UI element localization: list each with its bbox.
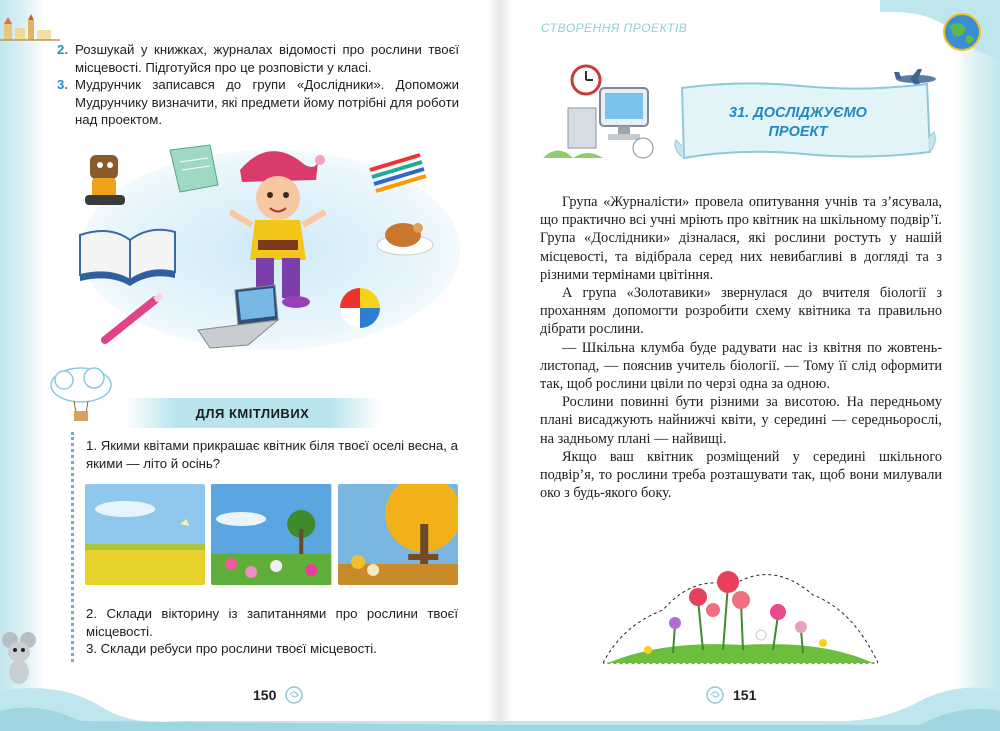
right-page (500, 0, 1000, 731)
autumn-photo (338, 484, 458, 585)
globe-icon (940, 10, 984, 54)
section-title: ДЛЯ КМІТЛИВИХ (195, 405, 310, 421)
project-tools-illustration (538, 58, 673, 168)
town-decoration-icon (0, 12, 60, 42)
toy-robot-icon (85, 155, 125, 205)
paragraph: — Шкільна клумба буде радувати нас із квітня по жовтень-листопад, — пояснив учитель біології. — Тому її слід оформити так, щоб рослини цвіли по черзі одна за одною. (540, 339, 942, 393)
spring-photo (85, 484, 205, 585)
lesson-title: 31. ДОСЛІДЖУЄМО ПРОЕКТ (729, 105, 867, 140)
right-page-border (956, 0, 1000, 731)
mouse-character-icon (0, 630, 40, 685)
task-item-2 (57, 41, 459, 76)
paragraph: А група «Золотавики» звернулася до вчителя біології з проханням допомогти розробити схему квітника та правильно дібрати рослини. (540, 285, 942, 338)
left-page-border (0, 0, 44, 731)
swirl-icon (704, 685, 726, 705)
book-gutter-shadow (500, 0, 514, 731)
dotted-rule (71, 432, 74, 662)
lesson-body (540, 193, 942, 502)
page-number: 150 (253, 687, 277, 703)
bottom-wave-decoration (0, 681, 500, 731)
task-item-3 (57, 76, 459, 129)
task-text: Розшукай у книжках, журналах відомості про рослини твоєї місцевості. Підготуйся про це розповісти у класі. (75, 42, 459, 75)
task-text: Мудрунчик записався до групи «Дослідники». Допоможи Мудрунчику визначити, які предмети йому потрібні для роботи над проектом. (75, 77, 459, 127)
task-number: 2. (57, 42, 68, 57)
hot-air-balloon-icon (46, 365, 116, 425)
task-number: 3. (57, 77, 68, 92)
paragraph: Рослини повинні бути різними за висотою. На передньому плані висаджують найнижчі квіти, у середині — середньорослі, на задньому плані — найвищі. (540, 394, 942, 447)
summer-photo (211, 484, 331, 585)
running-head: СТВОРЕННЯ ПРОЕКТІВ (541, 21, 688, 35)
task-list (57, 41, 459, 129)
page-number: 151 (733, 687, 757, 703)
swirl-icon (283, 685, 305, 705)
question-1: 1. Якими квітами прикрашає квітник біля твоєї оселі весна, а якими — літо й осінь? (86, 438, 458, 471)
paragraph: Якщо ваш квітник розміщений у середині шкільного подвір’я, то рослини треба розташувати так, щоб вони милували око з будь-якого боку. (540, 448, 942, 502)
beach-ball-icon (340, 288, 380, 328)
items-illustration (70, 140, 460, 360)
paragraph: Група «Журналісти» провела опитування учнів та з’ясувала, що практично всі учні мріють про квітник на шкільному подвір’ї. Група «Дослідники» дізналася, які рослини ростуть у нашій місцевості, та відібрала серед них невибагливі в догляді та з різними термінами цвітіння. (540, 194, 942, 283)
question-3: 3. Склади ребуси про рослини твоєї місцевості. (86, 641, 377, 656)
flowerbed-illustration (603, 555, 878, 670)
question-2: 2. Склади вікторину із запитаннями про рослини твоєї місцевості. (86, 606, 458, 639)
season-photos (85, 484, 458, 585)
book-gutter-shadow (486, 0, 500, 731)
